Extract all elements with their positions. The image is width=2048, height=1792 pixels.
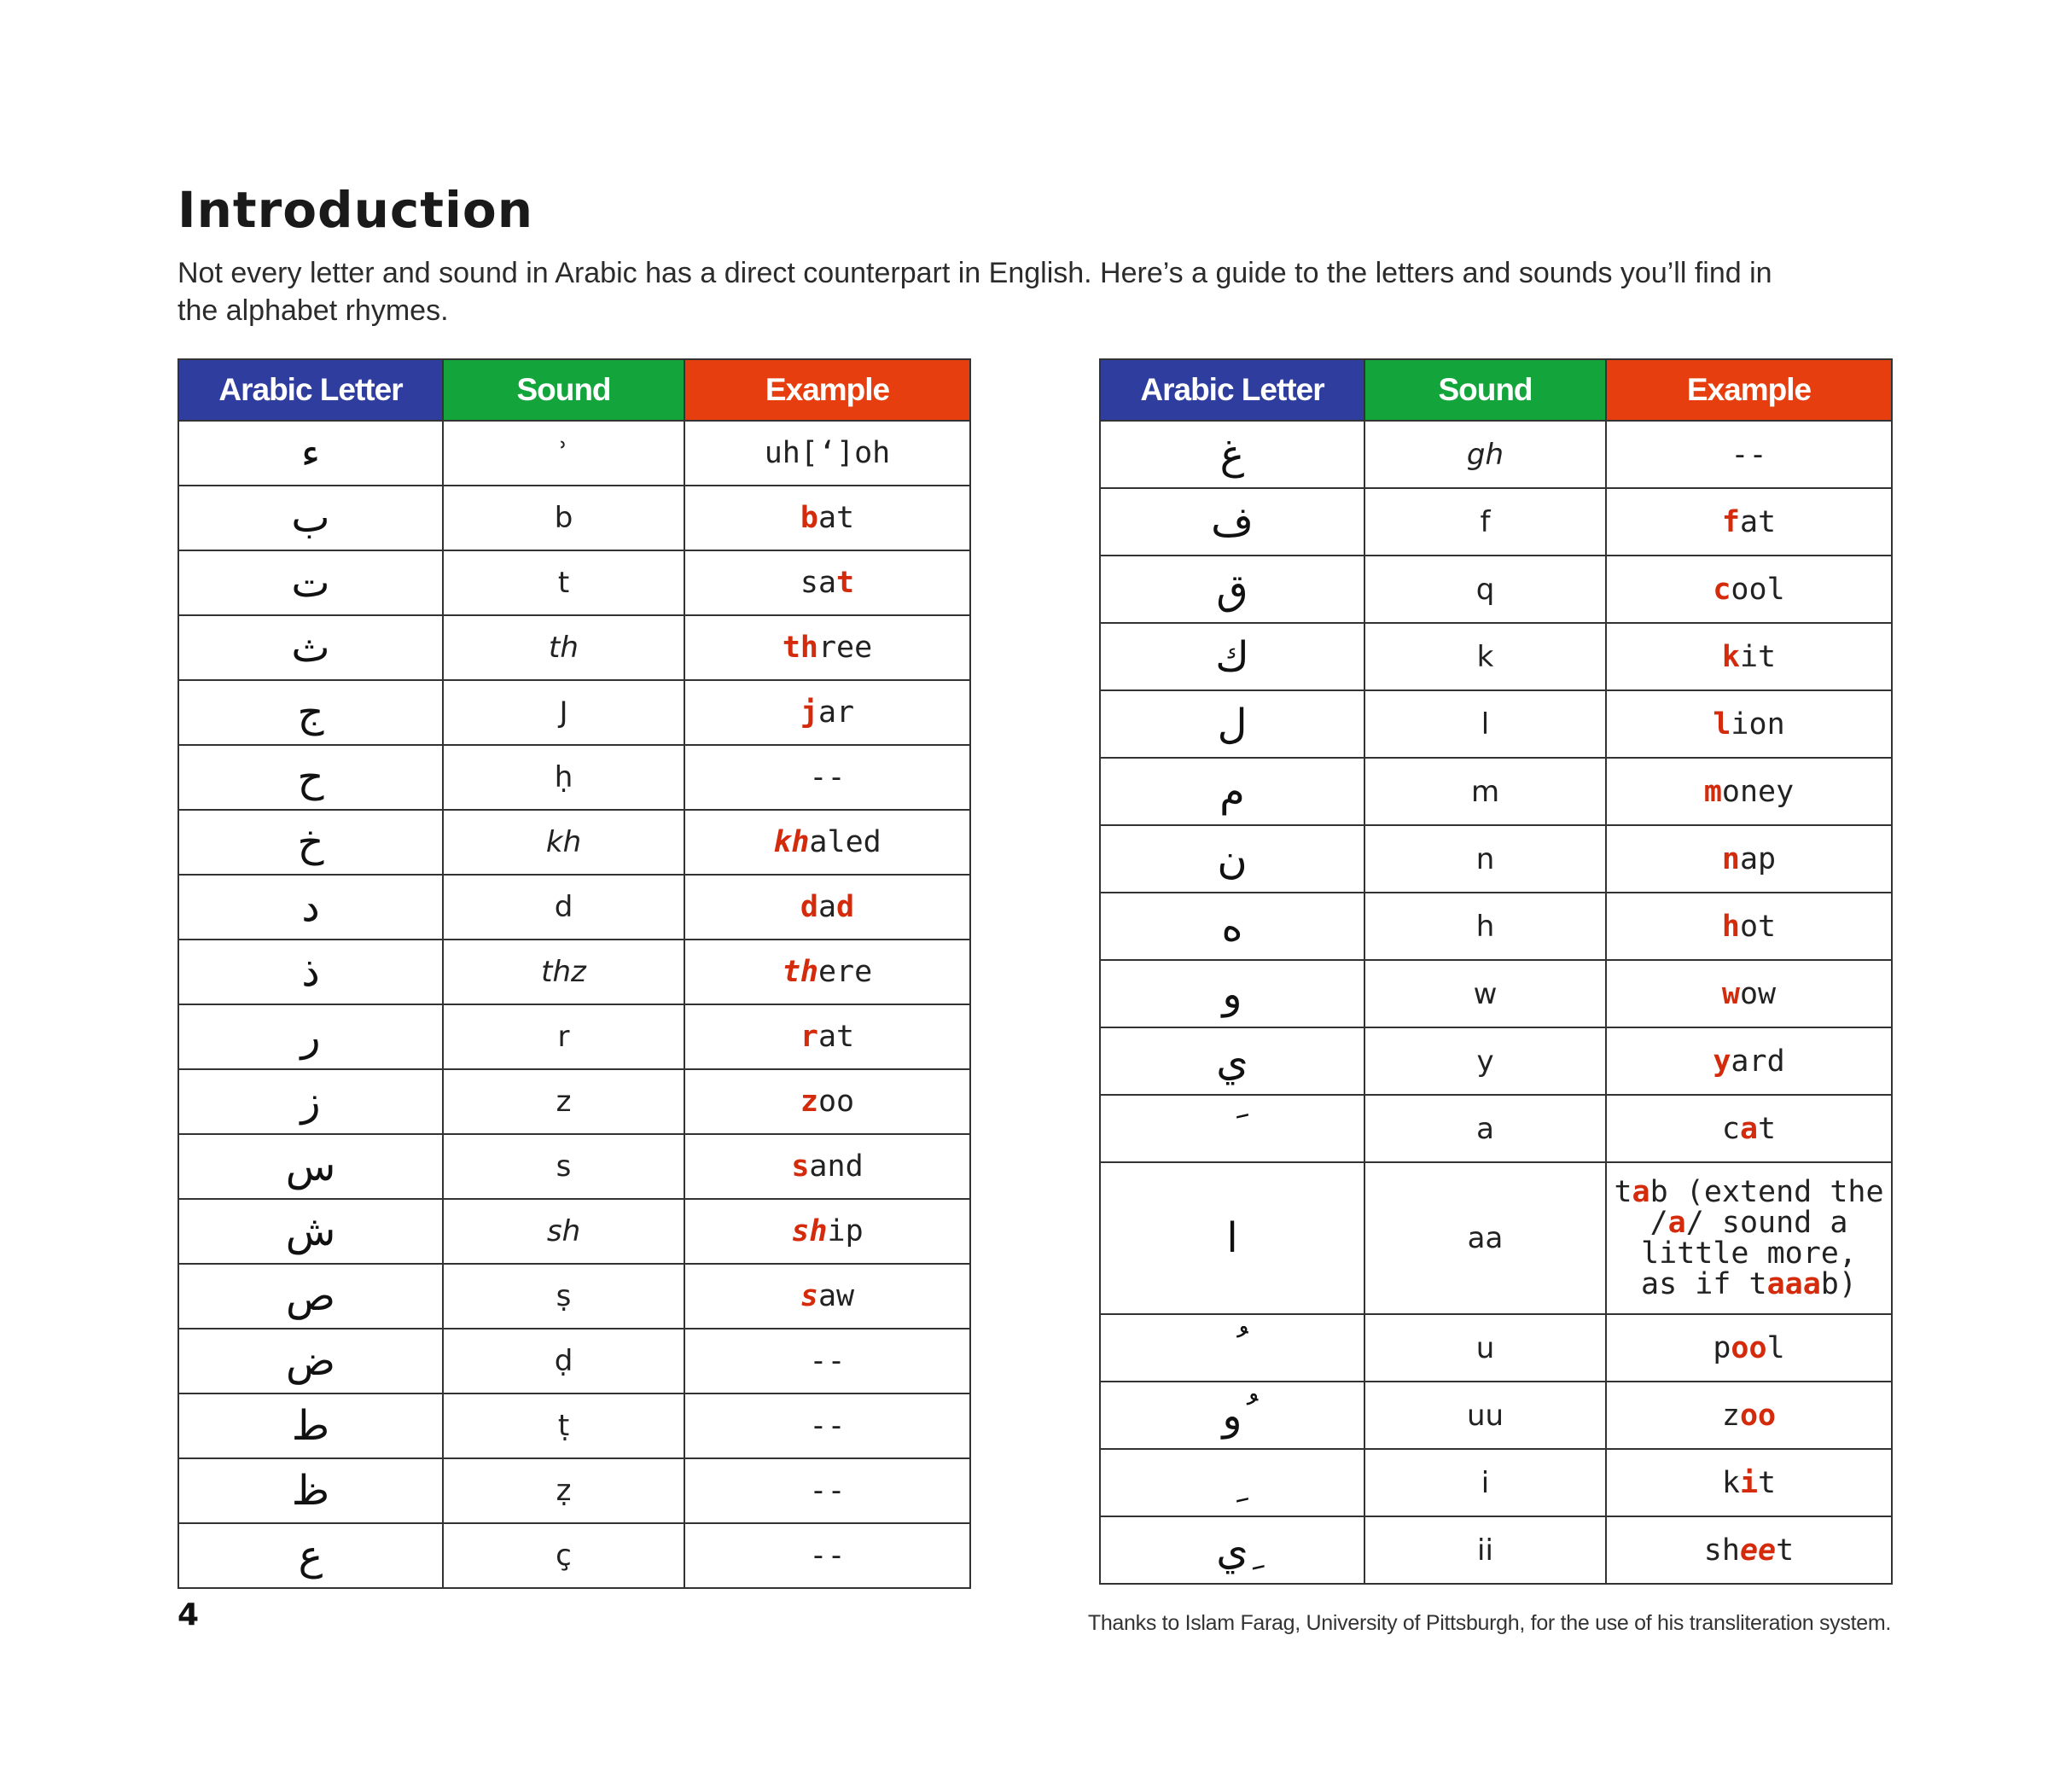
table-header-row	[178, 359, 970, 421]
sound-cell: a	[1364, 1095, 1606, 1162]
example-text: a	[817, 890, 837, 924]
example-cell	[1606, 556, 1892, 623]
arabic-letter-cell: ع	[178, 1523, 443, 1588]
sound-cell: ç	[443, 1523, 684, 1588]
example-highlight: a	[1739, 1111, 1759, 1146]
example-line	[1607, 1177, 1891, 1207]
example-text: t	[1758, 1465, 1777, 1500]
arabic-letter-cell: ت	[178, 550, 443, 615]
sound-cell: uu	[1364, 1382, 1606, 1449]
example-text: ap	[1739, 841, 1777, 876]
example-highlight: t	[836, 566, 855, 600]
sound-cell: b	[443, 486, 684, 550]
example-highlight: w	[1721, 976, 1740, 1011]
table-row	[178, 1134, 970, 1199]
example-cell	[684, 1523, 970, 1588]
sound-cell: s	[443, 1134, 684, 1199]
example-highlight: th	[782, 955, 818, 989]
example-cell	[684, 550, 970, 615]
table-row	[1100, 960, 1892, 1027]
sound-cell: ʾ	[443, 421, 684, 486]
example-highlight: d	[836, 890, 855, 924]
table-row	[178, 875, 970, 940]
table-row	[1100, 1449, 1892, 1516]
arabic-letter-cell: ن	[1100, 825, 1364, 893]
arabic-letter-cell: خ	[178, 810, 443, 875]
arabic-letter-cell	[1100, 1449, 1364, 1516]
sound-cell: u	[1364, 1314, 1606, 1382]
example-cell	[684, 680, 970, 745]
arabic-letter-cell: ض	[178, 1329, 443, 1393]
sound-cell: th	[443, 615, 684, 680]
example-cell	[684, 486, 970, 550]
example-cell	[1606, 1162, 1892, 1314]
sound-cell: d	[443, 875, 684, 940]
example-cell	[1606, 1314, 1892, 1382]
example-cell	[684, 810, 970, 875]
table-row	[1100, 1382, 1892, 1449]
example-text: at	[817, 1020, 855, 1054]
table-row	[1100, 825, 1892, 893]
example-cell	[1606, 1516, 1892, 1584]
example-text: oo	[817, 1085, 855, 1119]
example-text: t	[1614, 1175, 1632, 1209]
sound-cell: y	[1364, 1027, 1606, 1095]
example-highlight: a	[1632, 1175, 1650, 1209]
sound-cell: f	[1364, 488, 1606, 556]
header-sound: Sound	[1364, 359, 1606, 421]
example-highlight: s	[800, 1279, 818, 1313]
example-line	[1607, 1238, 1891, 1269]
arabic-letter-cell: ُو	[1100, 1382, 1364, 1449]
table-row	[178, 745, 970, 810]
example-text: k	[1721, 1465, 1740, 1500]
arabic-letter-cell: ق	[1100, 556, 1364, 623]
arabic-letter-cell: ل	[1100, 690, 1364, 758]
sound-cell: z	[443, 1069, 684, 1134]
header-example: Example	[684, 359, 970, 421]
header-arabic-letter: Arabic Letter	[1100, 359, 1364, 421]
example-text: p	[1713, 1330, 1731, 1365]
example-text: and	[809, 1149, 864, 1184]
sound-cell: ḥ	[443, 745, 684, 810]
example-cell	[1606, 421, 1892, 488]
example-highlight: oo	[1731, 1330, 1767, 1365]
table-row	[1100, 1162, 1892, 1314]
example-cell	[684, 421, 970, 486]
arabic-letter-cell	[1100, 1095, 1364, 1162]
table-body-left	[178, 421, 970, 1588]
sound-cell: h	[1364, 893, 1606, 960]
example-highlight: j	[800, 695, 818, 730]
example-highlight: kh	[773, 825, 810, 859]
example-cell	[1606, 1027, 1892, 1095]
alphabet-table-right	[1099, 358, 1893, 1585]
sound-cell: r	[443, 1004, 684, 1069]
example-highlight: s	[791, 1149, 810, 1184]
arabic-letter-cell: ص	[178, 1264, 443, 1329]
table-row	[1100, 623, 1892, 690]
example-highlight: h	[1721, 909, 1740, 944]
example-text: ip	[827, 1214, 864, 1248]
example-cell	[684, 745, 970, 810]
example-text: ar	[817, 695, 855, 730]
sound-cell: i	[1364, 1449, 1606, 1516]
arabic-letter-cell: ا	[1100, 1162, 1364, 1314]
example-cell	[1606, 1382, 1892, 1449]
sound-cell: q	[1364, 556, 1606, 623]
example-cell	[684, 1069, 970, 1134]
intro-paragraph: Not every letter and sound in Arabic has a direct counterpart in English. Here’s a guide to the letters and sounds you’ll find in the alphabet rhymes.	[177, 257, 1772, 327]
table-row	[178, 810, 970, 875]
sound-cell: thz	[443, 940, 684, 1004]
example-highlight: b	[800, 501, 818, 535]
sound-cell: m	[1364, 758, 1606, 825]
example-cell	[1606, 758, 1892, 825]
example-text: ere	[817, 955, 873, 989]
sound-cell: kh	[443, 810, 684, 875]
sound-cell: ṣ	[443, 1264, 684, 1329]
sound-cell: k	[1364, 623, 1606, 690]
arabic-letter-cell: م	[1100, 758, 1364, 825]
table-row	[1100, 421, 1892, 488]
arabic-letter-cell: د	[178, 875, 443, 940]
example-cell	[1606, 690, 1892, 758]
example-highlight: i	[1739, 1465, 1759, 1500]
credit-note: Thanks to Islam Farag, University of Pittsburgh, for the use of his transliteration system.	[1087, 1611, 1891, 1635]
table-row	[1100, 893, 1892, 960]
example-cell	[1606, 1095, 1892, 1162]
table-row	[178, 421, 970, 486]
table-row	[178, 1069, 970, 1134]
table-row	[1100, 690, 1892, 758]
example-text: c	[1721, 1111, 1740, 1146]
arabic-letter-cell: ح	[178, 745, 443, 810]
example-text: it	[1739, 639, 1777, 674]
sound-cell: J	[443, 680, 684, 745]
example-text: --	[809, 760, 846, 794]
arabic-letter-cell: ِي	[1100, 1516, 1364, 1584]
table-row	[178, 1458, 970, 1523]
example-cell	[684, 1199, 970, 1264]
example-highlight: z	[800, 1085, 818, 1119]
arabic-letter-cell: ر	[178, 1004, 443, 1069]
example-highlight: f	[1721, 504, 1740, 539]
arabic-letter-cell: ش	[178, 1199, 443, 1264]
table-row	[1100, 1314, 1892, 1382]
arabic-letter-cell: غ	[1100, 421, 1364, 488]
sound-cell: n	[1364, 825, 1606, 893]
example-cell	[684, 1393, 970, 1458]
example-text: z	[1721, 1398, 1740, 1433]
example-text: t	[1776, 1533, 1795, 1568]
arabic-letter-cell: ء	[178, 421, 443, 486]
sound-cell: w	[1364, 960, 1606, 1027]
example-line	[1607, 1207, 1891, 1238]
arabic-letter-cell: ف	[1100, 488, 1364, 556]
example-text: l	[1766, 1330, 1785, 1365]
arabic-letter-cell: ذ	[178, 940, 443, 1004]
example-text: --	[809, 1474, 846, 1508]
example-cell	[1606, 623, 1892, 690]
example-text: ool	[1731, 572, 1785, 607]
example-cell	[684, 1264, 970, 1329]
table-row	[1100, 758, 1892, 825]
example-highlight: sh	[791, 1214, 828, 1248]
example-text: b)	[1820, 1267, 1857, 1301]
example-text: --	[809, 1409, 846, 1443]
sound-cell: gh	[1364, 421, 1606, 488]
page-title: Introduction	[177, 181, 533, 239]
example-text: uh[‘]oh	[764, 436, 891, 470]
example-highlight: m	[1703, 774, 1722, 809]
table-row	[178, 680, 970, 745]
example-cell	[684, 1458, 970, 1523]
example-cell	[1606, 893, 1892, 960]
example-highlight: oo	[1739, 1398, 1777, 1433]
example-highlight: r	[800, 1020, 818, 1054]
table-row	[178, 1329, 970, 1393]
sound-cell: ẓ	[443, 1458, 684, 1523]
example-text: little more,	[1641, 1236, 1857, 1271]
sound-cell: sh	[443, 1199, 684, 1264]
arabic-letter-cell	[1100, 1314, 1364, 1382]
header-arabic-letter: Arabic Letter	[178, 359, 443, 421]
page-number: 4	[177, 1597, 200, 1632]
arabic-letter-cell: ب	[178, 486, 443, 550]
example-text: --	[1731, 437, 1767, 472]
example-text: t	[1758, 1111, 1777, 1146]
example-highlight: k	[1721, 639, 1740, 674]
example-highlight: c	[1713, 572, 1731, 607]
example-cell	[684, 615, 970, 680]
example-cell	[1606, 1449, 1892, 1516]
table-row	[178, 486, 970, 550]
table-row	[178, 940, 970, 1004]
table-header-row	[1100, 359, 1892, 421]
arabic-letter-cell: ز	[178, 1069, 443, 1134]
table-body-right	[1100, 421, 1892, 1584]
example-text: ard	[1731, 1044, 1785, 1079]
table-row	[178, 1199, 970, 1264]
example-highlight: a	[1667, 1206, 1686, 1240]
example-cell	[684, 940, 970, 1004]
example-text: --	[809, 1344, 846, 1378]
example-text: aw	[817, 1279, 855, 1313]
example-text: at	[1739, 504, 1777, 539]
table-row	[178, 550, 970, 615]
example-text: at	[817, 501, 855, 535]
header-sound: Sound	[443, 359, 684, 421]
example-cell	[1606, 960, 1892, 1027]
example-cell	[1606, 488, 1892, 556]
arabic-letter-cell: ث	[178, 615, 443, 680]
sound-cell: ii	[1364, 1516, 1606, 1584]
table-row	[178, 1004, 970, 1069]
arabic-letter-cell: ي	[1100, 1027, 1364, 1095]
arabic-letter-cell: س	[178, 1134, 443, 1199]
example-highlight: y	[1713, 1044, 1731, 1079]
example-highlight: n	[1721, 841, 1740, 876]
example-text: aled	[809, 825, 881, 859]
example-text: b (extend the	[1649, 1175, 1884, 1209]
sound-cell: l	[1364, 690, 1606, 758]
arabic-letter-cell: ك	[1100, 623, 1364, 690]
arabic-letter-cell: ج	[178, 680, 443, 745]
example-highlight: d	[800, 890, 818, 924]
table-row	[1100, 1027, 1892, 1095]
table-row	[178, 615, 970, 680]
table-row	[178, 1264, 970, 1329]
sound-cell: ḍ	[443, 1329, 684, 1393]
arabic-letter-cell: و	[1100, 960, 1364, 1027]
arabic-letter-cell: ظ	[178, 1458, 443, 1523]
table-row	[1100, 556, 1892, 623]
example-highlight: ee	[1739, 1533, 1777, 1568]
example-cell	[1606, 825, 1892, 893]
example-cell	[684, 1134, 970, 1199]
alphabet-table-left	[177, 358, 971, 1589]
sound-cell: ṭ	[443, 1393, 684, 1458]
example-text: ree	[817, 631, 873, 665]
example-highlight: l	[1713, 707, 1731, 742]
arabic-letter-cell: ط	[178, 1393, 443, 1458]
table-row	[178, 1523, 970, 1588]
example-text: ow	[1739, 976, 1777, 1011]
example-text: /	[1649, 1206, 1668, 1240]
table-row	[1100, 1516, 1892, 1584]
example-text: --	[809, 1539, 846, 1573]
example-text: sa	[800, 566, 837, 600]
example-text: ot	[1739, 909, 1777, 944]
example-text: / sound a	[1685, 1206, 1848, 1240]
example-text: sh	[1703, 1533, 1740, 1568]
example-text: as if t	[1641, 1267, 1767, 1301]
example-highlight: aaa	[1766, 1267, 1821, 1301]
example-text: ion	[1731, 707, 1785, 742]
table-row	[1100, 488, 1892, 556]
sound-cell: t	[443, 550, 684, 615]
table-row	[178, 1393, 970, 1458]
example-cell	[684, 875, 970, 940]
arabic-letter-cell: ه	[1100, 893, 1364, 960]
header-example: Example	[1606, 359, 1892, 421]
example-cell	[684, 1329, 970, 1393]
example-highlight: th	[782, 631, 818, 665]
example-line	[1607, 1269, 1891, 1300]
sound-cell: aa	[1364, 1162, 1606, 1314]
table-row	[1100, 1095, 1892, 1162]
example-text: oney	[1721, 774, 1795, 809]
example-cell	[684, 1004, 970, 1069]
